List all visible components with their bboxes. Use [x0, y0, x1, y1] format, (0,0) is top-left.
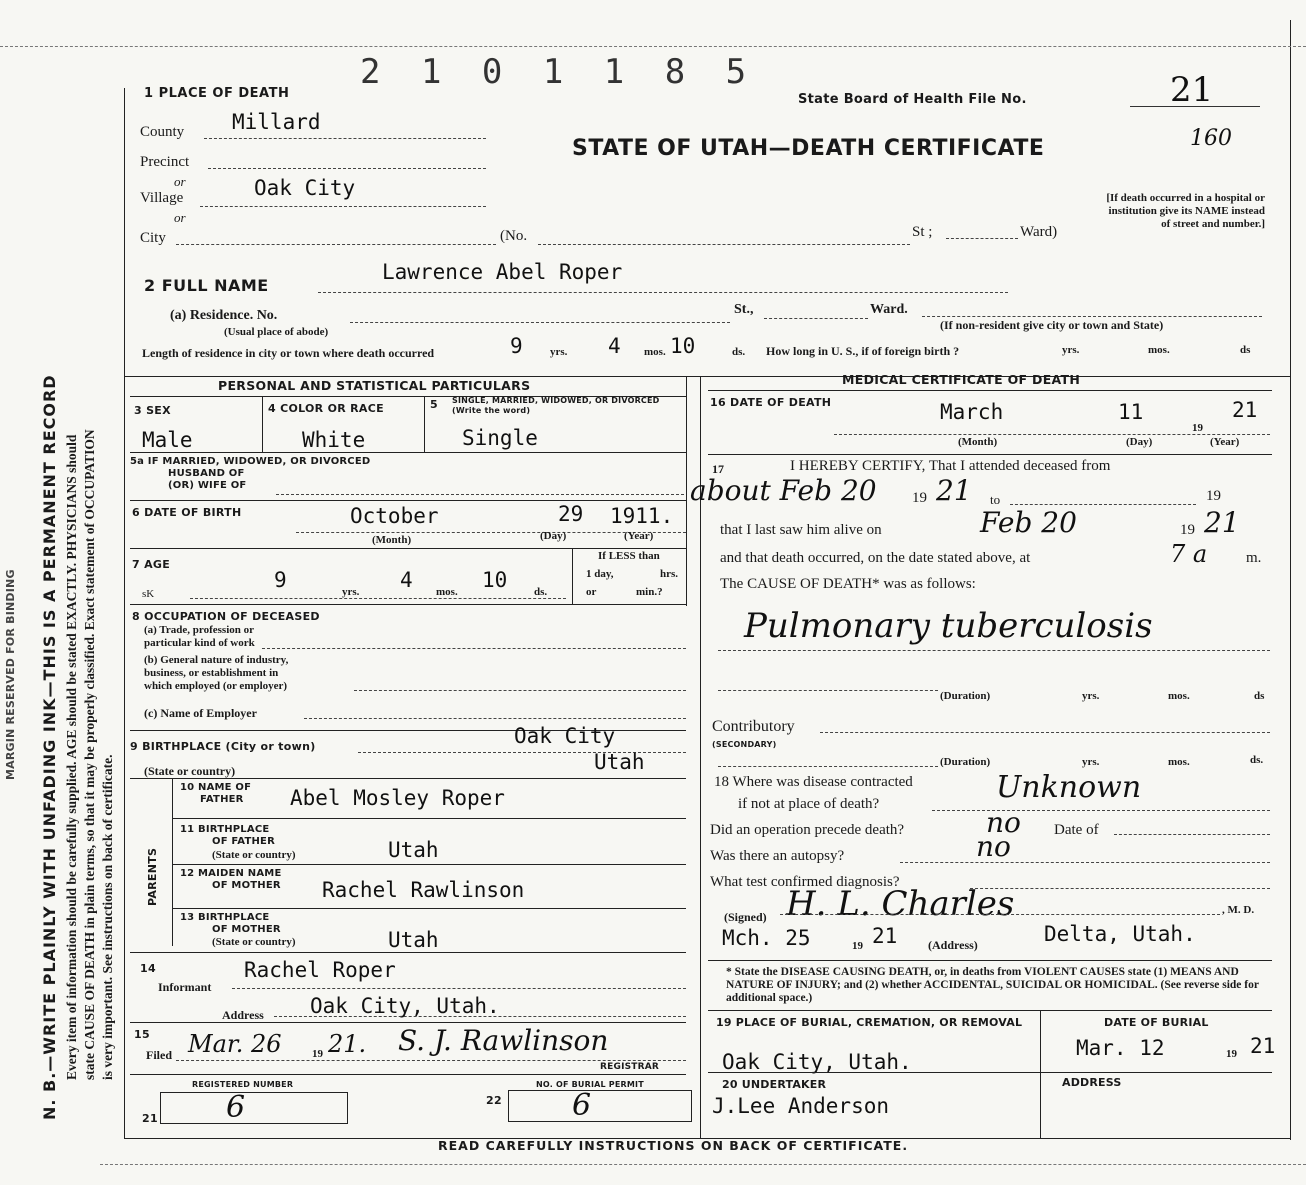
cause-of-death: Pulmonary tuberculosis [744, 606, 1153, 646]
sex-label: 3 SEX [134, 404, 171, 417]
corner-note: 160 [1190, 126, 1232, 151]
cause-label: The CAUSE OF DEATH* was as follows: [720, 576, 976, 592]
registered-number-box [160, 1092, 348, 1124]
autopsy-label: Was there an autopsy? [710, 848, 845, 864]
marital-value: Single [462, 426, 538, 450]
death-year: 21 [1232, 398, 1258, 422]
death-month: March [940, 400, 1004, 424]
city-ward-label: Ward) [1020, 224, 1058, 240]
age-label: 7 AGE [132, 558, 171, 571]
nonresident-label: (If non-resident give city or town and State) [940, 318, 1164, 332]
race-label: 4 COLOR OR RACE [268, 402, 384, 415]
length-residence-label: Length of residence in city or town where death occurred [142, 346, 435, 360]
attended-from-year: 21 [936, 474, 972, 507]
registrar-signature: S. J. Rawlinson [398, 1024, 609, 1057]
file-no-value: 21 [1170, 70, 1214, 110]
stamp-number: 2 1 0 1 1 8 5 [360, 52, 757, 92]
city-no-label: (No. [500, 228, 528, 244]
usual-abode-label: (Usual place of abode) [224, 326, 329, 338]
city-label: City [140, 230, 166, 246]
burial-place: Oak City, Utah. [722, 1050, 912, 1074]
attended-from: about Feb 20 [690, 474, 877, 507]
margin-note-3: is very important. See instructions on back of certificate. [100, 754, 115, 1080]
age-yrs: 9 [274, 568, 287, 592]
signed-date: Mch. 25 [722, 926, 811, 950]
county-label: County [140, 124, 185, 140]
county-value: Millard [232, 110, 321, 134]
burial-date-label: DATE OF BURIAL [1104, 1016, 1209, 1029]
physician-signature: H. L. Charles [786, 884, 1015, 924]
hospital-note: [If death occurred in a hospital or institution give its NAME instead of street and number.] [1106, 192, 1265, 230]
burial-date: Mar. 12 [1076, 1036, 1165, 1060]
occurred-label: and that death occurred, on the date stated above, at [720, 550, 1031, 566]
contributory-label: Contributory [712, 718, 795, 735]
burial-permit-box [508, 1090, 692, 1122]
operation-label: Did an operation precede death? [710, 822, 905, 838]
race-value: White [302, 428, 366, 452]
residence-label: (a) Residence. No. [170, 308, 278, 323]
informant-name: Rachel Roper [244, 958, 396, 982]
binding-margin-label: MARGIN RESERVED FOR BINDING [4, 569, 17, 780]
margin-note-2: state CAUSE OF DEATH in plain terms, so that it may be properly classified. Exact statement of OCCUPATION [82, 429, 97, 1080]
operation-value: no [986, 806, 1021, 839]
burial-year: 21 [1250, 1034, 1276, 1058]
last-saw-year: 21 [1204, 506, 1240, 539]
dob-label: 6 DATE OF BIRTH [132, 506, 242, 519]
right-edge [1290, 20, 1291, 1140]
margin-note-1: Every item of information should be carefully supplied. AGE should be stated EXACTLY. PHYSICIANS should [64, 434, 79, 1080]
precinct-label: Precinct [140, 154, 190, 170]
undertaker-address-label: ADDRESS [1062, 1076, 1122, 1089]
birthplace-label: 9 BIRTHPLACE (City or town) [130, 740, 316, 753]
dob-year: 1911. [610, 504, 674, 528]
signed-year: 21 [872, 924, 898, 948]
age-ds: 10 [482, 568, 508, 592]
cause-footnote: * State the DISEASE CAUSING DEATH, or, in deaths from VIOLENT CAUSES state (1) MEANS AND NATURE OF INJURY; and (2) whether ACCIDENTAL, SUICIDAL OR HOMICIDAL. (See reverse side for additional space.) [726, 966, 1259, 1004]
death-time: 7 a [1170, 540, 1208, 568]
full-name-label: 2 FULL NAME [144, 276, 269, 295]
mother-name: Rachel Rawlinson [322, 878, 525, 902]
physician-address: Delta, Utah. [1044, 922, 1196, 946]
full-name-value: Lawrence Abel Roper [382, 260, 623, 284]
occupation-label: 8 OCCUPATION OF DECEASED [132, 610, 320, 623]
marital-label: SINGLE, MARRIED, WIDOWED, OR DIVORCED (Write the word) [452, 396, 660, 415]
mother-birthplace: Utah [388, 928, 439, 952]
contracted-label: 18 Where was disease contracted [714, 774, 913, 790]
registered-number: 6 [226, 1090, 246, 1125]
certificate-title: STATE OF UTAH—DEATH CERTIFICATE [572, 136, 1045, 161]
foreign-birth-label: How long in U. S., if of foreign birth ? [766, 344, 960, 358]
residence-ds: 10 [670, 334, 696, 358]
certify-text: I HEREBY CERTIFY, That I attended deceased from [790, 458, 1111, 474]
place-of-death-label: 1 PLACE OF DEATH [144, 86, 290, 101]
dob-month: October [350, 504, 439, 528]
instructions-footer: READ CAREFULLY INSTRUCTIONS ON BACK OF CERTIFICATE. [438, 1138, 909, 1153]
parents-label: PARENTS [146, 847, 159, 906]
last-saw-date: Feb 20 [980, 506, 1077, 539]
filed-year: 21. [328, 1030, 367, 1058]
death-day: 11 [1118, 400, 1144, 424]
village-value: Oak City [254, 176, 356, 200]
city-st-label: St ; [912, 224, 933, 240]
contracted-value: Unknown [996, 770, 1142, 805]
birthplace-state: Utah [594, 750, 645, 774]
filed-date: Mar. 26 [188, 1030, 282, 1058]
spouse-label: 5a IF MARRIED, WIDOWED, OR DIVORCED [130, 456, 371, 467]
medical-heading: MEDICAL CERTIFICATE OF DEATH [842, 372, 1081, 387]
father-name: Abel Mosley Roper [290, 786, 505, 810]
undertaker-label: 20 UNDERTAKER [722, 1078, 827, 1091]
father-birthplace: Utah [388, 838, 439, 862]
burial-place-label: 19 PLACE OF BURIAL, CREMATION, OR REMOVAL [716, 1016, 1023, 1029]
sex-value: Male [142, 428, 193, 452]
autopsy-value: no [976, 830, 1011, 863]
birthplace-city: Oak City [514, 724, 616, 748]
margin-warning: N. B.—WRITE PLAINLY WITH UNFADING INK—THIS IS A PERMANENT RECORD [40, 374, 59, 1120]
dob-day: 29 [558, 502, 584, 526]
file-no-label: State Board of Health File No. [798, 92, 1027, 107]
test-label: What test confirmed diagnosis? [710, 874, 900, 890]
date-of-death-label: 16 DATE OF DEATH [710, 396, 832, 409]
village-label: Village [140, 190, 184, 206]
last-saw-label: that I last saw him alive on [720, 522, 882, 538]
residence-mos: 4 [608, 334, 621, 358]
undertaker-name: J.Lee Anderson [712, 1094, 890, 1118]
residence-yrs: 9 [510, 334, 523, 358]
informant-label: Informant [158, 980, 212, 994]
burial-permit-number: 6 [572, 1088, 592, 1123]
age-mos: 4 [400, 568, 413, 592]
personal-heading: PERSONAL AND STATISTICAL PARTICULARS [218, 378, 531, 393]
informant-address: Oak City, Utah. [310, 994, 500, 1018]
